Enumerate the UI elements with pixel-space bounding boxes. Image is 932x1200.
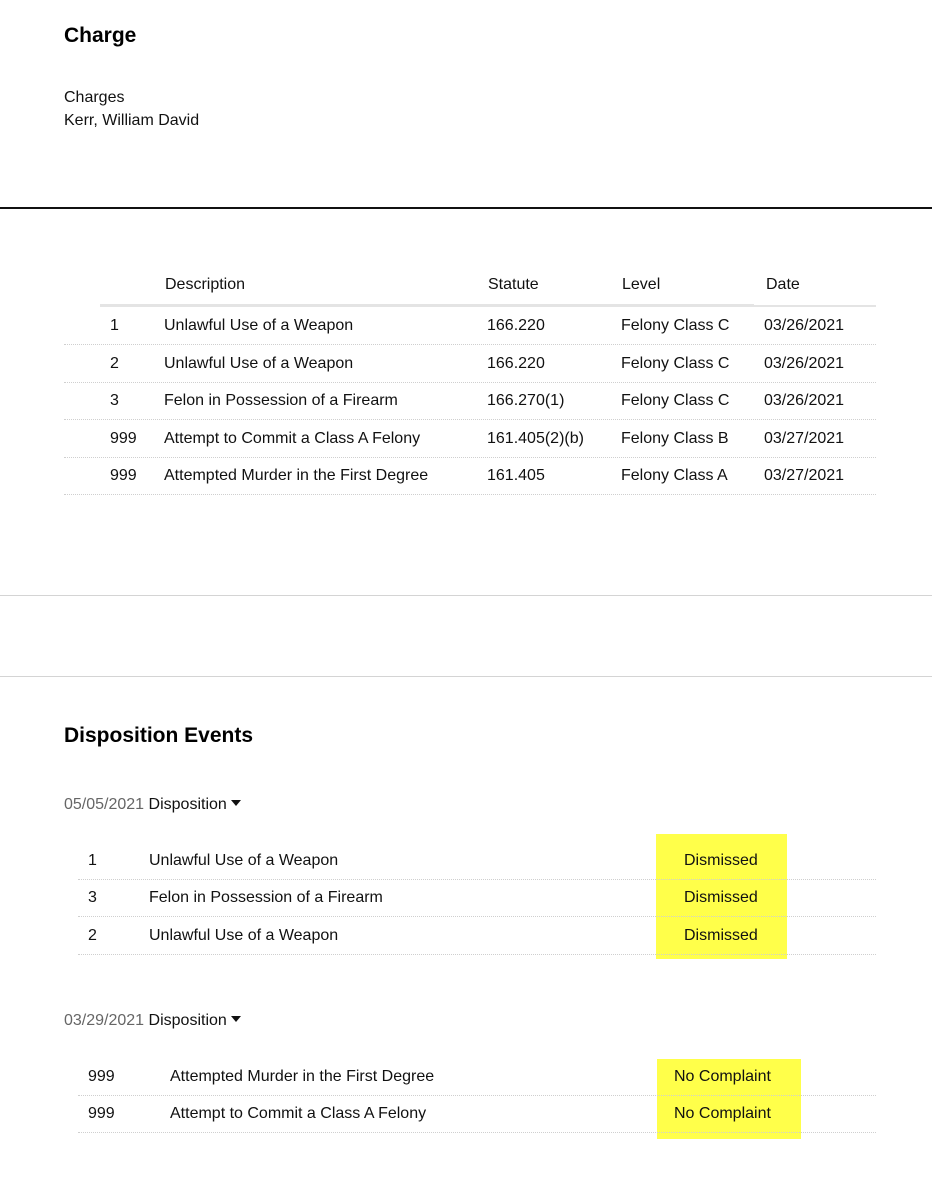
col-header-statute: Statute bbox=[488, 276, 539, 293]
charge-date: 03/26/2021 bbox=[764, 392, 845, 409]
table-row bbox=[64, 382, 876, 420]
charge-description: Attempt to Commit a Class A Felony bbox=[164, 430, 421, 447]
caret-down-icon[interactable] bbox=[231, 1016, 241, 1022]
charge-number: 999 bbox=[110, 467, 137, 484]
disposition-charge-number: 999 bbox=[88, 1068, 115, 1085]
disposition-charge-description: Felon in Possession of a Firearm bbox=[149, 889, 383, 906]
charge-level: Felony Class A bbox=[621, 467, 728, 484]
disposition-title: Disposition Events bbox=[64, 724, 254, 747]
charge-date: 03/27/2021 bbox=[764, 430, 845, 447]
charge-date: 03/26/2021 bbox=[764, 317, 845, 334]
charge-date: 03/27/2021 bbox=[764, 467, 845, 484]
charge-description: Felon in Possession of a Firearm bbox=[164, 392, 398, 409]
table-row bbox=[64, 420, 876, 458]
table-row bbox=[64, 457, 876, 495]
table-row bbox=[78, 1058, 876, 1096]
disposition-charge-number: 3 bbox=[88, 889, 97, 906]
table-row bbox=[64, 307, 876, 345]
charge-statute: 166.220 bbox=[487, 317, 545, 334]
charges-subtitle: Charges bbox=[64, 89, 125, 106]
disposition-charge-description: Unlawful Use of a Weapon bbox=[149, 852, 339, 869]
table-row bbox=[64, 345, 876, 383]
disposition-charge-description: Attempted Murder in the First Degree bbox=[170, 1068, 435, 1085]
disposition-type: Disposition bbox=[148, 1012, 227, 1029]
disposition-event-header[interactable] bbox=[64, 1012, 241, 1030]
disposition-charge-number: 2 bbox=[88, 927, 97, 944]
section-divider bbox=[0, 207, 932, 209]
disposition-charge-number: 999 bbox=[88, 1105, 115, 1122]
charge-level: Felony Class C bbox=[621, 392, 730, 409]
caret-down-icon[interactable] bbox=[231, 800, 241, 806]
charge-level: Felony Class B bbox=[621, 430, 729, 447]
disposition-charge-number: 1 bbox=[88, 852, 97, 869]
col-header-description: Description bbox=[165, 276, 246, 293]
charge-number: 3 bbox=[110, 392, 119, 409]
charge-statute: 161.405(2)(b) bbox=[487, 430, 584, 447]
table-row bbox=[78, 879, 876, 917]
section-divider bbox=[0, 595, 932, 596]
disposition-result: Dismissed bbox=[684, 852, 758, 869]
col-header-date: Date bbox=[766, 276, 800, 293]
table-row bbox=[78, 1095, 876, 1133]
disposition-result: No Complaint bbox=[674, 1068, 771, 1085]
charge-description: Unlawful Use of a Weapon bbox=[164, 317, 354, 334]
charge-level: Felony Class C bbox=[621, 317, 730, 334]
col-header-level: Level bbox=[622, 276, 661, 293]
charge-statute: 161.405 bbox=[487, 467, 545, 484]
table-row bbox=[78, 917, 876, 955]
disposition-event-header[interactable] bbox=[64, 796, 241, 814]
charge-date: 03/26/2021 bbox=[764, 355, 845, 372]
charge-statute: 166.220 bbox=[487, 355, 545, 372]
charge-description: Attempted Murder in the First Degree bbox=[164, 467, 429, 484]
disposition-result: Dismissed bbox=[684, 927, 758, 944]
charge-statute: 166.270(1) bbox=[487, 392, 565, 409]
section-divider bbox=[0, 676, 932, 677]
disposition-date: 03/29/2021 bbox=[64, 1012, 145, 1029]
disposition-charge-description: Attempt to Commit a Class A Felony bbox=[170, 1105, 427, 1122]
defendant-name: Kerr, William David bbox=[64, 112, 200, 129]
disposition-result: Dismissed bbox=[684, 889, 758, 906]
disposition-date: 05/05/2021 bbox=[64, 796, 145, 813]
charge-description: Unlawful Use of a Weapon bbox=[164, 355, 354, 372]
table-row bbox=[78, 842, 876, 880]
disposition-type: Disposition bbox=[148, 796, 227, 813]
charge-number: 1 bbox=[110, 317, 119, 334]
disposition-result: No Complaint bbox=[674, 1105, 771, 1122]
disposition-charge-description: Unlawful Use of a Weapon bbox=[149, 927, 339, 944]
charge-level: Felony Class C bbox=[621, 355, 730, 372]
charge-number: 2 bbox=[110, 355, 119, 372]
charge-title: Charge bbox=[64, 24, 137, 47]
charge-number: 999 bbox=[110, 430, 137, 447]
